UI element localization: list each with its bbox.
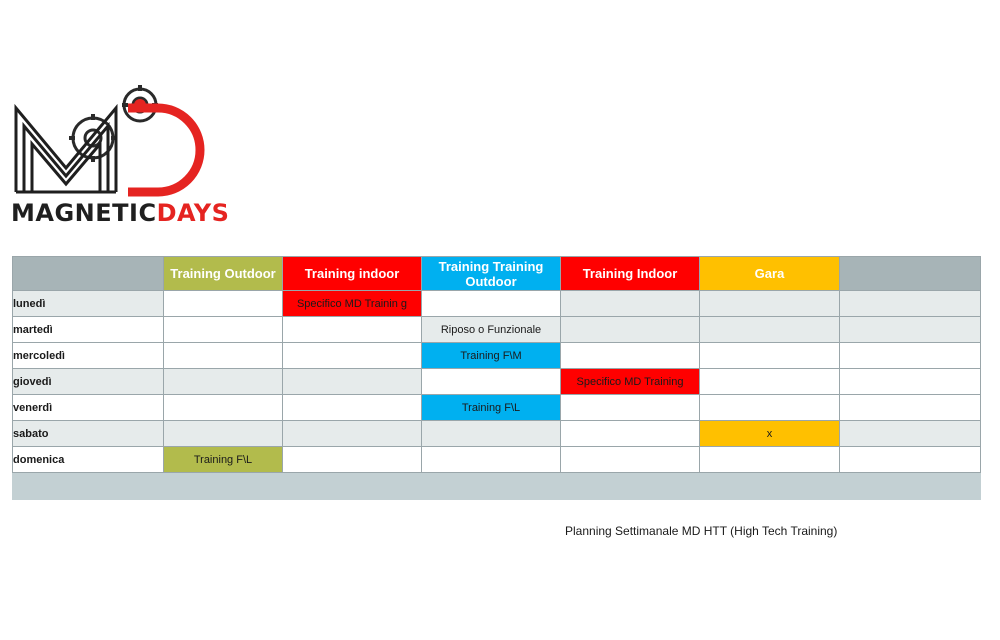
day-label: domenica (13, 447, 164, 473)
table-row (13, 447, 981, 473)
table-row (13, 317, 981, 343)
table-cell (840, 317, 981, 343)
table-cell: Training F\L (164, 447, 283, 473)
header-training-training-outdoor: Training Training Outdoor (422, 257, 561, 291)
table-cell (164, 421, 283, 447)
table-cell (164, 317, 283, 343)
brand-word-magnetic: MAGNETIC (11, 199, 157, 227)
header-gara: Gara (700, 257, 840, 291)
day-label: giovedì (13, 369, 164, 395)
table-cell: Training F\M (422, 343, 561, 369)
day-label: venerdì (13, 395, 164, 421)
brand-word-days: DAYS (156, 199, 230, 227)
table-row (13, 395, 981, 421)
table-row (13, 421, 981, 447)
table-cell (561, 421, 700, 447)
day-label: martedì (13, 317, 164, 343)
table-cell (164, 369, 283, 395)
header-training-indoor-2: Training Indoor (561, 257, 700, 291)
table-cell (422, 369, 561, 395)
table-cell (164, 395, 283, 421)
table-cell (840, 291, 981, 317)
day-label: lunedì (13, 291, 164, 317)
table-cell (422, 447, 561, 473)
table-cell (561, 343, 700, 369)
table-cell (283, 421, 422, 447)
table-cell (561, 447, 700, 473)
table-row (13, 291, 981, 317)
table-cell: Training F\L (422, 395, 561, 421)
table-cell (840, 421, 981, 447)
table-cell (561, 291, 700, 317)
header-cell-empty (840, 257, 981, 291)
table-footer-bar (13, 473, 981, 500)
weekly-plan-table (12, 256, 981, 500)
table-cell (283, 343, 422, 369)
table-cell (700, 343, 840, 369)
table-cell (700, 369, 840, 395)
table-cell (164, 343, 283, 369)
brand-wordmark (11, 198, 229, 228)
table-cell (700, 291, 840, 317)
table-row (13, 343, 981, 369)
table-cell (700, 317, 840, 343)
header-cell-day (13, 257, 164, 291)
table-row (13, 369, 981, 395)
day-label: mercoledì (13, 343, 164, 369)
table-cell: Riposo o Funzionale (422, 317, 561, 343)
table-cell (283, 447, 422, 473)
table-cell (283, 395, 422, 421)
table-cell (164, 291, 283, 317)
table-cell (840, 369, 981, 395)
table-cell (561, 395, 700, 421)
table-cell (840, 343, 981, 369)
table-cell (283, 317, 422, 343)
table-cell: Specifico MD Training (561, 369, 700, 395)
day-label: sabato (13, 421, 164, 447)
table-cell: Specifico MD Trainin g (283, 291, 422, 317)
plan-caption: Planning Settimanale MD HTT (High Tech Training) (565, 524, 838, 538)
table-cell (700, 447, 840, 473)
table-cell (840, 447, 981, 473)
table-cell (840, 395, 981, 421)
md-monogram-icon (8, 80, 213, 200)
header-training-outdoor: Training Outdoor (164, 257, 283, 291)
header-training-indoor: Training indoor (283, 257, 422, 291)
table-cell (283, 369, 422, 395)
table-cell (561, 317, 700, 343)
header-row (13, 257, 981, 291)
table-cell: x (700, 421, 840, 447)
table-footer-row (13, 473, 981, 500)
table-cell (422, 421, 561, 447)
table-cell (422, 291, 561, 317)
table-cell (700, 395, 840, 421)
